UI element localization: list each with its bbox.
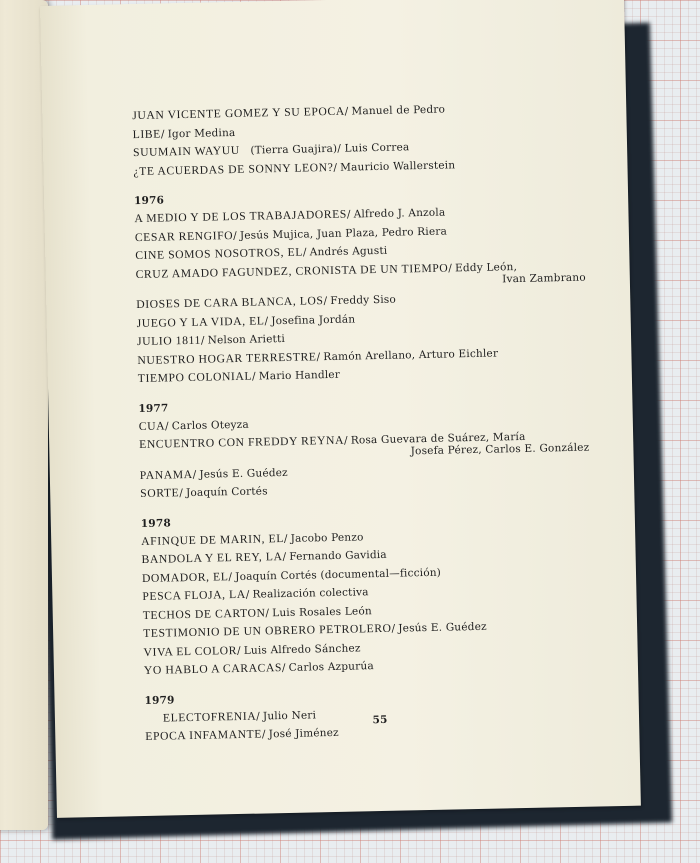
year-heading-1977: 1977	[138, 401, 169, 415]
film-credit: Jesús E. Guédez	[398, 620, 487, 635]
film-title: TIEMPO COLONIAL	[137, 369, 253, 386]
separator: /	[264, 314, 269, 327]
film-title: JUEGO Y LA VIDA, EL	[136, 313, 265, 330]
separator: /	[283, 532, 288, 545]
separator: /	[236, 644, 241, 657]
film-credit: Jacobo Penzo	[290, 530, 364, 545]
film-credit: Fernando Gavidia	[289, 548, 387, 563]
film-title: PESCA FLOJA, LA	[142, 587, 246, 603]
film-credit: Mario Handler	[258, 368, 341, 383]
film-title: CUA	[138, 418, 166, 433]
year-group-1978	[141, 523, 614, 681]
film-credit: Nelson Arietti	[207, 332, 286, 347]
film-credit: Joaquín Cortés (documental—ficción)	[235, 566, 442, 583]
film-title: JULIO 1811	[136, 333, 202, 349]
film-title: CINE SOMOS NOSOTROS, EL	[135, 245, 304, 263]
left-page-edge	[0, 0, 48, 830]
separator: /	[228, 570, 233, 583]
film-credit: José Jiménez	[268, 726, 339, 741]
separator: /	[323, 295, 328, 308]
film-title: CESAR RENGIFO	[134, 228, 234, 244]
film-credit: Josefina Jordán	[271, 312, 356, 327]
film-credit: Eddy León,	[454, 260, 518, 274]
separator: /	[261, 728, 266, 741]
year-group-1976	[134, 200, 608, 388]
separator: /	[192, 468, 197, 481]
film-credit: Jesús Mujica, Juan Plaza, Pedro Riera	[239, 225, 448, 242]
film-credit: Igor Medina	[167, 126, 236, 140]
film-title: DIOSES DE CARA BLANCA, LOS	[136, 294, 324, 312]
film-title: ¿TE ACUERDAS DE SONNY LEON?	[133, 160, 334, 178]
year-heading-1978: 1978	[140, 516, 172, 530]
film-title: LIBE	[132, 126, 162, 141]
film-credit: Jesús E. Guédez	[199, 466, 288, 481]
film-title: NUESTRO HOGAR TERRESTRE	[137, 349, 317, 367]
separator: /	[448, 261, 453, 275]
film-credit: Freddy Siso	[330, 293, 397, 307]
film-title: AFINQUE DE MARIN, EL	[141, 531, 285, 548]
film-title: EPOCA INFAMANTE	[145, 727, 263, 743]
film-credit-continued: Josefa Pérez, Carlos E. González	[410, 441, 590, 458]
film-credit: Alfredo J. Anzola	[353, 206, 446, 221]
film-title: ELECTOFRENIA	[162, 709, 257, 725]
separator: /	[251, 370, 256, 383]
film-credit: Andrés Agusti	[309, 244, 388, 259]
film-credit: Joaquín Cortés	[185, 485, 268, 500]
separator: /	[233, 229, 238, 242]
year-heading-1976: 1976	[133, 194, 165, 208]
separator: /	[265, 606, 270, 619]
film-title: YO HABLO A CARACAS	[143, 661, 283, 677]
film-title: ENCUENTRO CON FREDDY REYNA	[139, 433, 345, 452]
film-credit: Julio Neri	[262, 708, 317, 722]
year-heading-1979: 1979	[144, 693, 175, 707]
film-title: A MEDIO Y DE LOS TRABAJADORES	[134, 207, 348, 226]
separator: /	[333, 161, 338, 174]
film-credit: Luis Rosales León	[272, 604, 372, 619]
separator: /	[164, 419, 169, 432]
film-title: TECHOS DE CARTON	[142, 605, 266, 622]
year-group-1977	[139, 408, 611, 504]
film-credit-continued: Ivan Zambrano	[502, 271, 586, 285]
book-page	[40, 0, 641, 818]
separator: /	[316, 350, 321, 363]
film-credit: Luis Alfredo Sánchez	[243, 641, 361, 657]
film-title: SORTE	[140, 486, 180, 501]
film-credit: Ramón Arellano, Arturo Eichler	[323, 346, 499, 363]
film-credit: Carlos Oteyza	[171, 418, 250, 432]
film-list	[132, 97, 615, 746]
film-credit: Manuel de Pedro	[351, 103, 446, 118]
film-title: SUUMAIN WAYUU	[132, 143, 240, 160]
separator: /	[160, 127, 165, 140]
separator: /	[245, 588, 250, 601]
film-title: TESTIMONIO DE UN OBRERO PETROLERO	[143, 621, 392, 640]
separator: /	[302, 246, 307, 259]
film-title: JUAN VICENTE GOMEZ Y SU EPOCA	[132, 104, 345, 123]
separator: /	[391, 622, 396, 635]
separator: /	[200, 334, 205, 347]
separator: /	[343, 434, 348, 447]
separator: /	[256, 710, 261, 723]
film-credit: Rosa Guevara de Suárez, María	[350, 430, 526, 447]
separator: /	[344, 105, 349, 118]
film-title: DOMADOR, EL	[141, 569, 229, 585]
film-credit: (Tierra Guajira)/ Luis Correa	[250, 141, 410, 157]
film-credit: Realización colectiva	[252, 586, 369, 601]
intro-group	[132, 97, 603, 181]
separator: /	[281, 662, 286, 675]
separator: /	[282, 550, 287, 564]
film-title: BANDOLA Y EL REY, LA	[141, 550, 283, 566]
film-credit: Mauricio Wallerstein	[340, 158, 456, 174]
film-title: VIVA EL COLOR	[143, 643, 238, 659]
film-title: CRUZ AMADO FAGUNDEZ, CRONISTA DE UN TIEMPO	[135, 261, 449, 281]
page-number: 55	[372, 713, 388, 727]
separator: /	[179, 487, 184, 500]
separator: /	[346, 208, 351, 221]
film-title: PANAMA	[139, 467, 193, 482]
film-credit: Carlos Azpurúa	[288, 660, 374, 674]
